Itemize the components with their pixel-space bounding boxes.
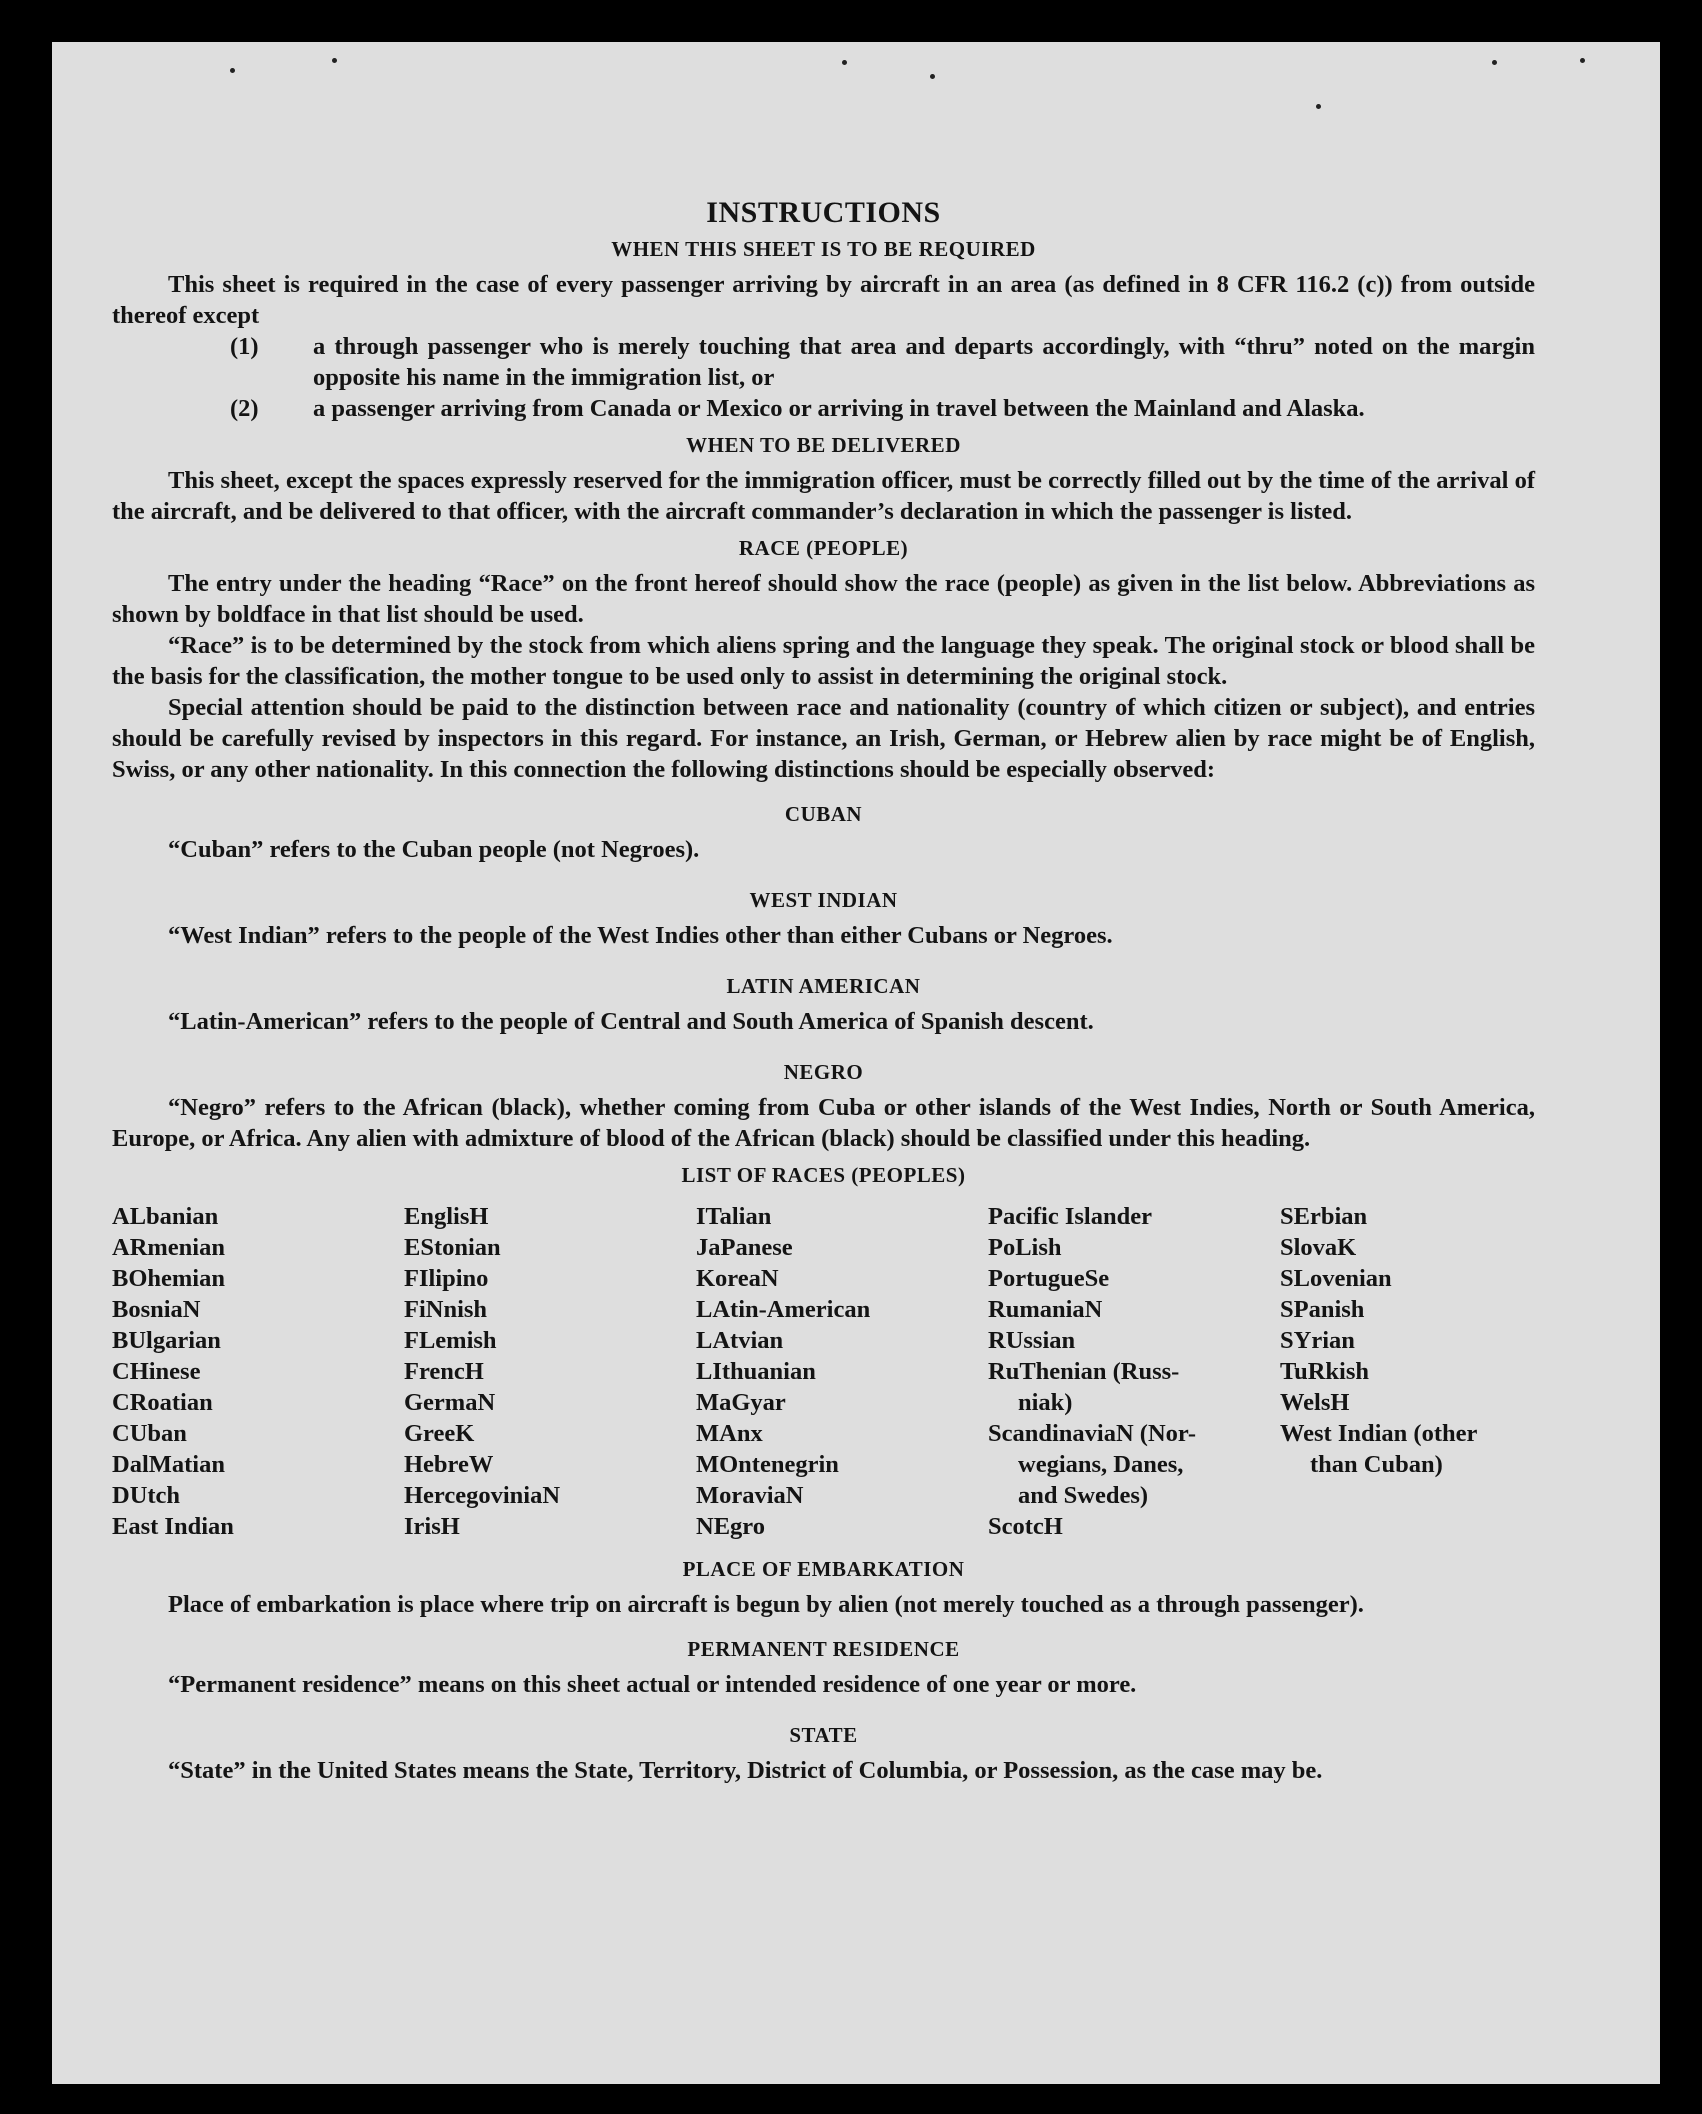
race-entry: PortugueSe [988,1265,1110,1292]
race-entry: EnglisH [404,1203,489,1230]
race-entry: IrisH [404,1513,460,1540]
race-entry: DalMatian [112,1451,225,1478]
heading-cuban: CUBAN [784,802,863,826]
race-entry-continuation [1280,1449,1535,1480]
race-entry: MoraviaN [696,1482,804,1509]
race-entry-continuation-text: niak) [1018,1389,1073,1416]
race-entry: ITalian [696,1203,772,1230]
west-indian-text: “West Indian” refers to the people of the West Indies other than either Cubans or Negroes. [168,922,1113,949]
races-list [112,1201,1535,1542]
race-entry: HercegoviniaN [404,1482,561,1509]
item-text: a passenger arriving from Canada or Mexico or arriving in travel between the Mainland and Alaska. [313,395,1365,422]
heading-latin-american: LATIN AMERICAN [726,974,921,998]
cuban-text: “Cuban” refers to the Cuban people (not Negroes). [168,836,700,863]
race-entry: CHinese [112,1358,201,1385]
required-intro: This sheet is required in the case of every passenger arriving by aircraft in an area (as defined in 8 CFR 116.2 (c)) from outside thereof except [112,271,1535,329]
race-paragraph-1: The entry under the heading “Race” on the front hereof should show the race (people) as given in the list below. Abbreviations as shown by boldface in that list should be used. [112,570,1535,628]
races-column-1 [112,1201,404,1542]
race-entry: WelsH [1280,1389,1350,1416]
race-entry-continuation [988,1449,1280,1480]
race-entry: RUssian [988,1327,1076,1354]
race-entry: West Indian (other [1280,1420,1478,1447]
race-entry: KoreaN [696,1265,779,1292]
heading-negro: NEGRO [783,1060,864,1084]
race-paragraph-3: Special attention should be paid to the distinction between race and nationality (country of which citizen or subject), and entries should be carefully revised by inspectors in this regard. For instance, an Irish, German, or Hebrew alien by race might be of English, Swiss, or any other nationality. In this connection the following distinctions should be especially observed: [112,694,1535,783]
race-entry: SErbian [1280,1203,1368,1230]
race-entry: East Indian [112,1513,234,1540]
race-entry: ARmenian [112,1234,225,1261]
race-entry: Pacific Islander [988,1203,1152,1230]
race-entry: FiNnish [404,1296,488,1323]
race-entry: RuThenian (Russ- [988,1358,1180,1385]
delivered-text: This sheet, except the spaces expressly reserved for the immigration officer, must be correctly filled out by the time of the arrival of the aircraft, and be delivered to that officer, with the aircraft commander’s declaration in which the passenger is listed. [112,467,1535,525]
race-entry: HebreW [404,1451,494,1478]
exception-item-1 [112,331,1535,393]
race-entry-continuation [988,1387,1280,1418]
race-entry: MOntenegrin [696,1451,839,1478]
races-column-2 [404,1201,696,1542]
item-number: (2) [230,395,259,422]
race-entry: ALbanian [112,1203,219,1230]
races-column-4 [988,1201,1280,1542]
race-entry: BosniaN [112,1296,201,1323]
race-entry-continuation-text: than Cuban) [1310,1451,1443,1478]
race-entry: MaGyar [696,1389,786,1416]
residence-text: “Permanent residence” means on this sheet actual or intended residence of one year or more. [168,1671,1137,1698]
race-entry: LAtvian [696,1327,784,1354]
race-entry: ScandinaviaN (Nor- [988,1420,1197,1447]
state-text: “State” in the United States means the State, Territory, District of Columbia, or Possession, as the case may be. [168,1757,1323,1784]
race-entry-continuation-text: and Swedes) [1018,1482,1149,1509]
race-entry: CRoatian [112,1389,213,1416]
race-entry: RumaniaN [988,1296,1103,1323]
race-entry: SPanish [1280,1296,1365,1323]
race-entry: NEgro [696,1513,765,1540]
item-number: (1) [230,333,259,360]
heading-race-people: RACE (PEOPLE) [738,536,909,560]
heading-permanent-residence: PERMANENT RESIDENCE [687,1637,960,1661]
race-entry: JaPanese [696,1234,793,1261]
race-entry: LIthuanian [696,1358,816,1385]
item-text: a through passenger who is merely touching that area and departs accordingly, with “thru” noted on the margin opposite his name in the immigration list, or [313,333,1535,391]
heading-list-of-races: LIST OF RACES (PEOPLES) [681,1163,966,1187]
race-entry: BOhemian [112,1265,225,1292]
negro-text: “Negro” refers to the African (black), whether coming from Cuba or other islands of the West Indies, North or South America, Europe, or Africa. Any alien with admixture of blood of the African (black) should be classified under this heading. [112,1094,1535,1152]
race-entry: ScotcH [988,1513,1063,1540]
document-page [52,42,1660,2084]
embarkation-text: Place of embarkation is place where trip on aircraft is begun by alien (not merely touched as a through passenger). [168,1591,1364,1618]
heading-place-of-embarkation: PLACE OF EMBARKATION [682,1557,965,1581]
exception-item-2 [112,393,1535,424]
race-entry: GreeK [404,1420,475,1447]
page-title: INSTRUCTIONS [706,196,941,229]
race-entry: PoLish [988,1234,1062,1261]
race-entry: BUlgarian [112,1327,221,1354]
race-entry-continuation [988,1480,1280,1511]
race-entry: CUban [112,1420,187,1447]
latin-american-text: “Latin-American” refers to the people of Central and South America of Spanish descent. [168,1008,1094,1035]
race-entry: FrencH [404,1358,484,1385]
race-entry: GermaN [404,1389,496,1416]
races-column-3 [696,1201,988,1542]
race-entry: TuRkish [1280,1358,1370,1385]
race-entry: MAnx [696,1420,763,1447]
races-column-5 [1280,1201,1535,1542]
heading-when-required: WHEN THIS SHEET IS TO BE REQUIRED [611,237,1036,261]
race-entry: SlovaK [1280,1234,1357,1261]
heading-west-indian: WEST INDIAN [749,888,898,912]
race-entry: EStonian [404,1234,501,1261]
heading-when-delivered: WHEN TO BE DELIVERED [686,433,961,457]
race-entry: SLovenian [1280,1265,1392,1292]
race-entry: LAtin-American [696,1296,871,1323]
heading-state: STATE [789,1723,858,1747]
instructions-body [112,157,1535,1786]
race-entry: FIlipino [404,1265,489,1292]
race-entry: SYrian [1280,1327,1355,1354]
race-entry-continuation-text: wegians, Danes, [1018,1451,1184,1478]
race-paragraph-2: “Race” is to be determined by the stock from which aliens spring and the language they speak. The original stock or blood shall be the basis for the classification, the mother tongue to be used only to assist in determining the original stock. [112,632,1535,690]
race-entry: FLemish [404,1327,497,1354]
race-entry: DUtch [112,1482,181,1509]
